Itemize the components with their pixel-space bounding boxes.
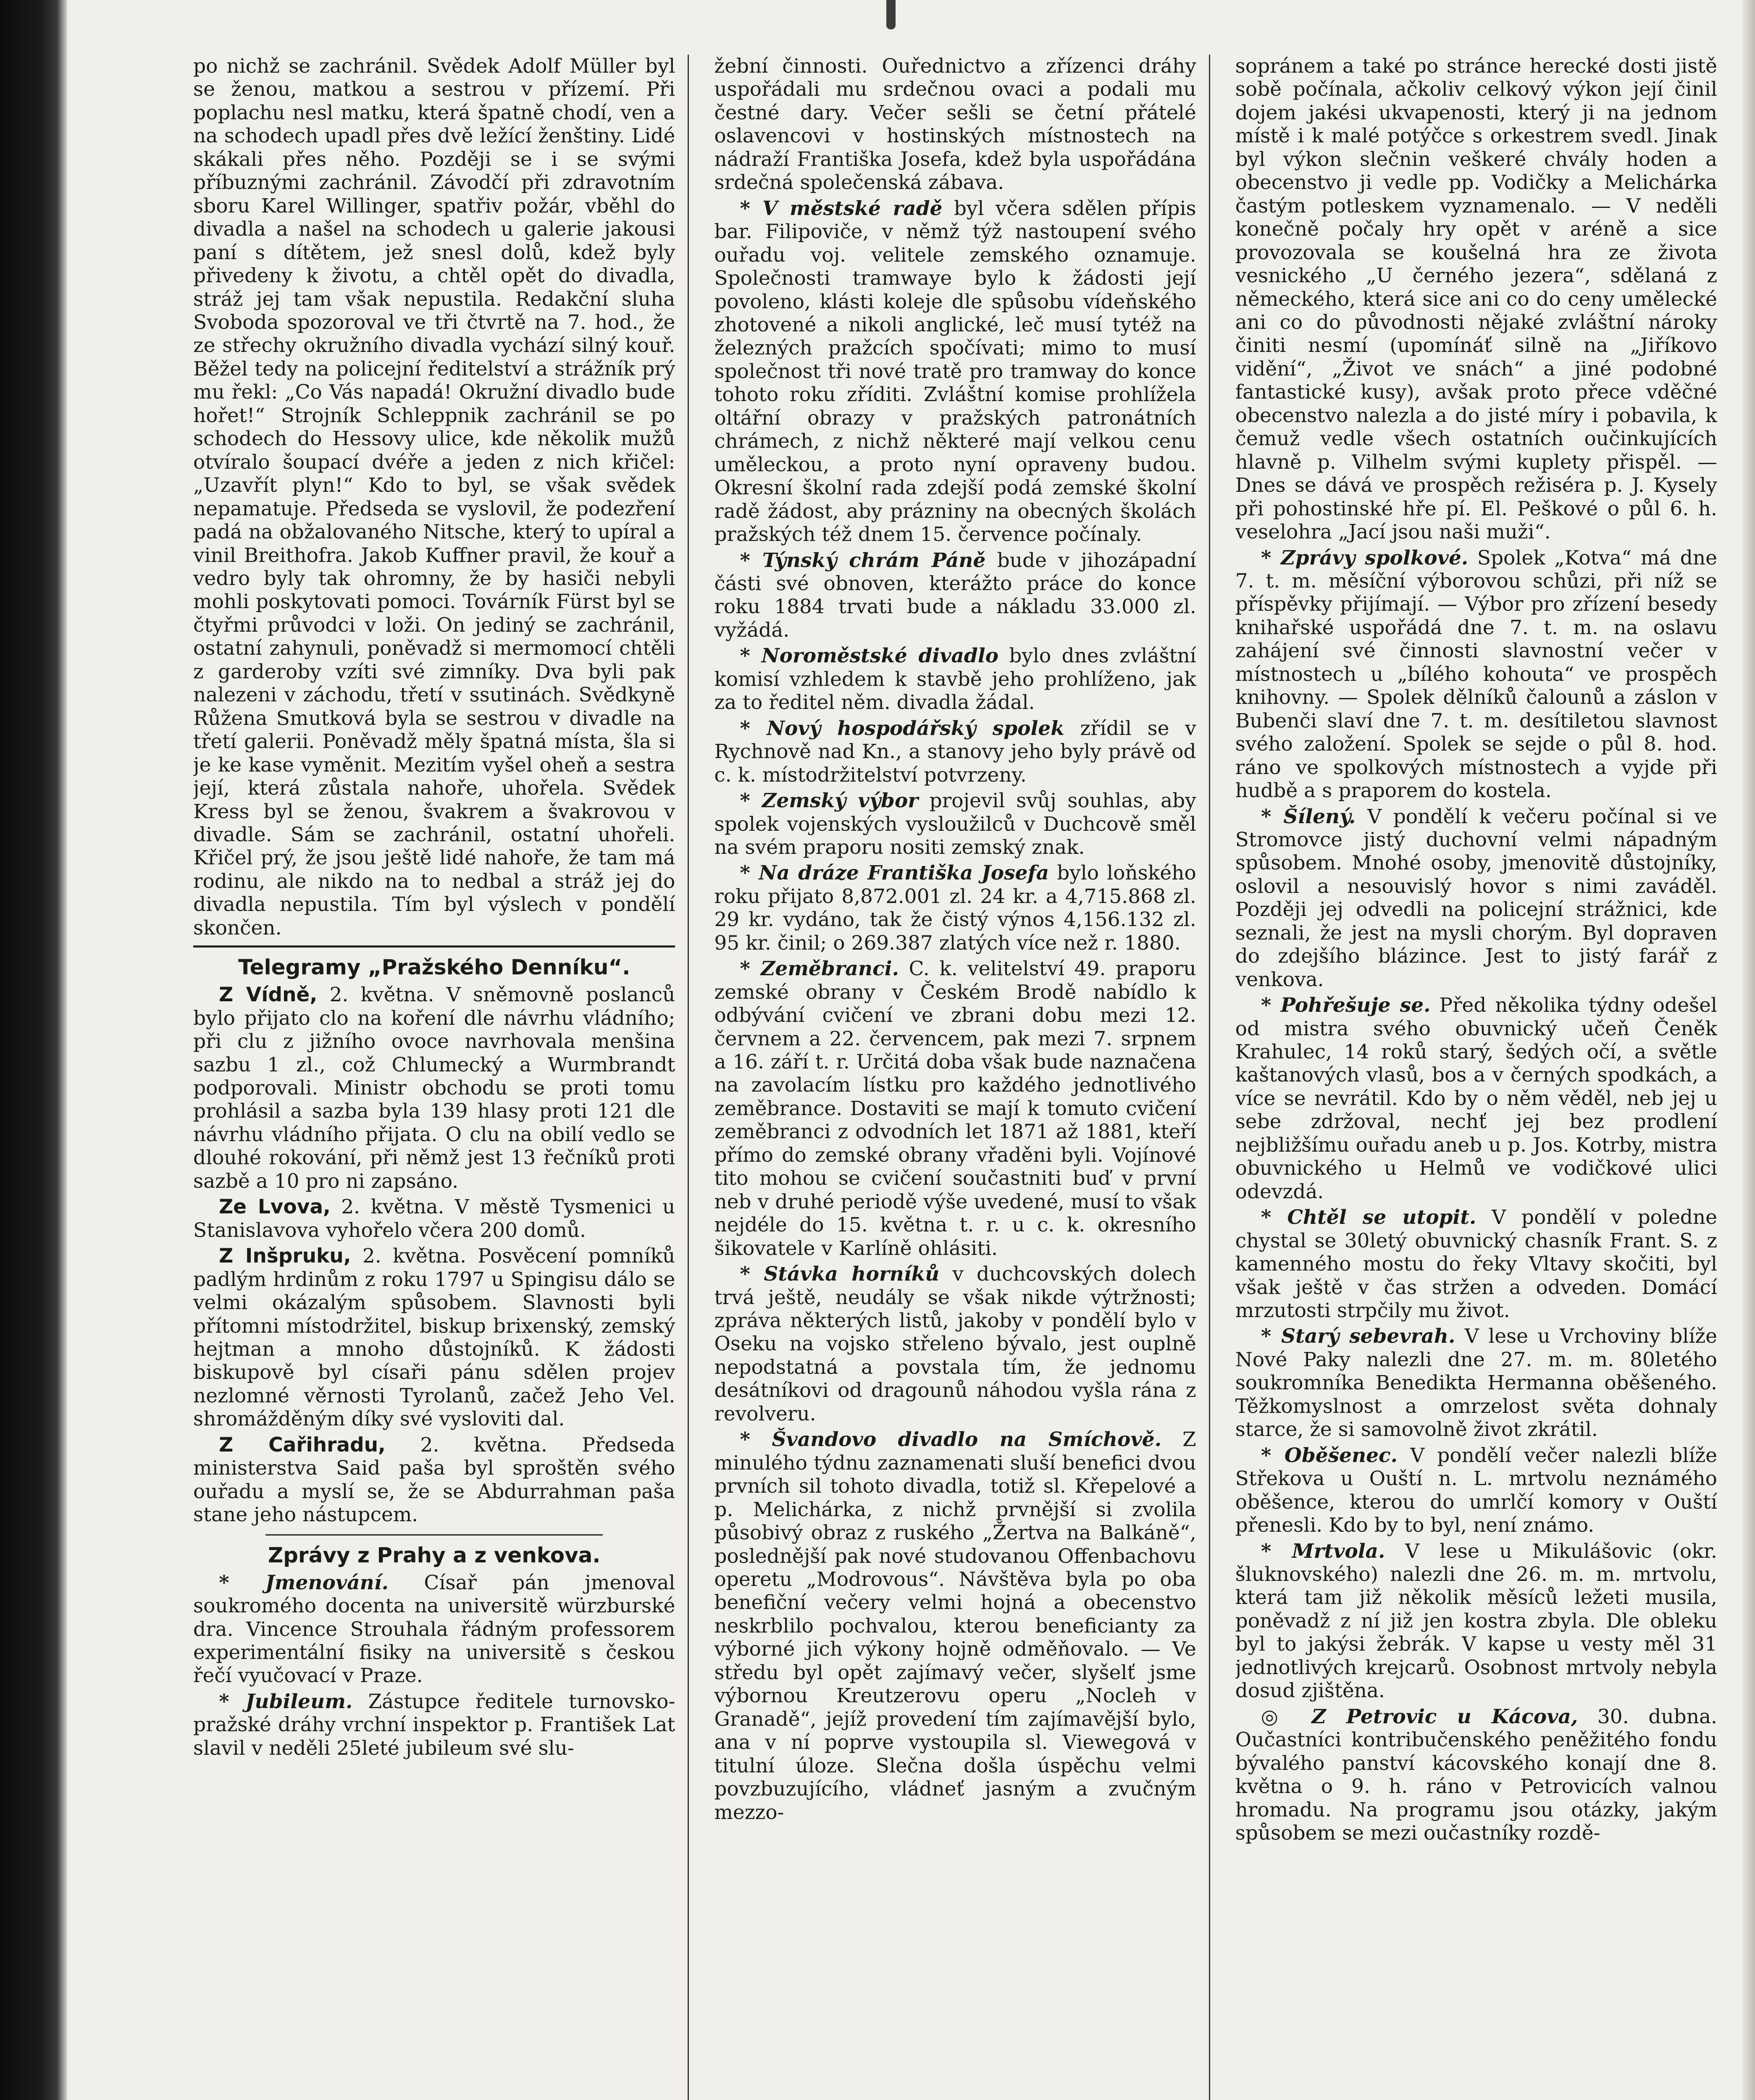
news-item bbox=[1235, 1206, 1717, 1322]
scan-dark-margin bbox=[0, 0, 67, 2100]
news-section-title: Zprávy z Prahy a z venkova. bbox=[268, 1543, 601, 1567]
news-item-text: Spolek „Kotva“ má dne 7. t. m. měsíční výborovou schůzi, při níž se příspěvky přijímají. — Výbor pro zřízení besedy knihařské uspořádá dne 7. t. m. na oslavu zahájení své činnosti slavnostní večer v místnostech u „bílého kohouta“ ve prospěch knihovny. — Spolek dělníků čalounů a záslon v Bubenči slaví dne 7. t. m. desítiletou slavnost svého založení. Spolek se sejde o půl 8. hod. ráno ve spolkových místnostech a vyjde při hudbě a s praporem do kostela. bbox=[1235, 546, 1717, 803]
news-item-text: bylo loňského roku přijato 8,872.001 zl. 24 kr. a 4,715.868 zl. 29 kr. vydáno, tak že čistý výnos 4,156.132 zl. 95 kr. činil; o 269.387 zlatých více než r. 1880. bbox=[714, 861, 1196, 955]
news-item-heading: * Oběšenec. bbox=[1261, 1444, 1398, 1467]
news-item bbox=[714, 957, 1196, 1260]
news-item bbox=[714, 197, 1196, 546]
telegram-item bbox=[193, 1433, 675, 1527]
telegram-section-title: Telegramy „Pražského Denníku“. bbox=[238, 955, 631, 980]
news-item-text: V lese u Vrchoviny blíže Nové Paky nalezli dne 27. m. m. 80letého soukromníka Benedikta Hermanna oběšeného. Těžkomyslnost a omrzelost světa dohnaly starce, že si samovolně život zkrátil. bbox=[1235, 1325, 1717, 1441]
news-item-heading: * Na dráze Františka Josefa bbox=[740, 861, 1049, 885]
news-item-heading: * Chtěl se utopit. bbox=[1261, 1206, 1477, 1229]
news-item bbox=[193, 1690, 675, 1760]
news-item bbox=[1235, 1705, 1717, 1845]
news-item bbox=[714, 861, 1196, 955]
column-1 bbox=[193, 55, 689, 2100]
news-item-text: V lese u Mikulášovic (okr. šluknovského) nalezli dne 26. m. m. mrtvolu, která tam již několik měsíců ležeti musila, poněvadž z ní již jen kostra zbyla. Dle obleku byl to jakýsi žebrák. V kapse u vesty měl 31 jednotlivých krejcarů. Osobnost mrtvoly nebyla dosud zjištěna. bbox=[1235, 1539, 1717, 1703]
news-item-heading: * Nový hospodářský spolek bbox=[740, 717, 1064, 740]
telegram-item bbox=[193, 983, 675, 1193]
news-item-text: Z minulého týdnu zaznamenati sluší benefici dvou prvních sil tohoto divadla, totiž sl. Křepelové a p. Melichárka, z nichž prvnější si zvolila působivý obraz z ruského „Žertva na Balkáně“, poslednější pak nové studovanou Offenbachovu operetu „Modrovous“. Návštěva byla po oba benefiční večery velmi hojná a obecenstvo neskrblilo pochvalou, kterou beneficianty za výborné jich výkony hojně odměňovalo. — Ve středu byl opět zajímavý večer, slyšelť jsme výbornou Kreutzerovu operu „Nocleh v Granadě“, jejíž provedení tím zajímavější bylo, ana v ní poprve vystoupila sl. Viewegová v titulní úloze. Slečna došla úspěchu velmi povzbuzujícího, vládneť jasným a zvučným mezzo- bbox=[714, 1428, 1196, 1824]
telegram-text: 2. května. V městě Tysmenici u Stanislavova vyhořelo včera 200 domů. bbox=[193, 1195, 675, 1242]
news-item-heading: ◎ Z Petrovic u Kácova, bbox=[1261, 1705, 1578, 1728]
news-item-heading: * Zprávy spolkové. bbox=[1261, 546, 1469, 570]
news-item-heading: * Noroměstské divadlo bbox=[740, 644, 999, 668]
news-item-text: byl včera sdělen přípis bar. Filipoviče, v němž týž nastoupení svého ouřadu voj. velitele zemského oznamuje. Společnosti tramwaye bylo k žádosti její povoleno, klásti koleje dle spůsobu vídeňského zhotovené a nikoli anglické, leč musí tytéž na železných pražcích spočívati; mimo to musí společnost tři nové tratě pro tramway do konce tohoto roku zříditi. Zvláštní komise prohlížela oltářní obrazy v pražských patronátních chrámech, z nichž některé mají velkou cenu uměleckou, a proto nyní opraveny budou. Okresní školní rada zdejší podá zemské školní radě žádost, aby prázniny na obecných školách pražských též dnem 15. července počínaly. bbox=[714, 197, 1196, 546]
news-item-heading: * Starý sebevrah. bbox=[1261, 1325, 1455, 1348]
news-item-heading: * Jmenování. bbox=[219, 1571, 389, 1594]
news-item bbox=[714, 644, 1196, 714]
news-item-text: V pondělí večer nalezli blíže Střekova u Ouští n. L. mrtvolu neznámého oběšence, kterou do umrlčí komory v Ouští přenesli. Kdo by to byl, není známo. bbox=[1235, 1444, 1717, 1537]
news-item-heading: * V městské radě bbox=[740, 197, 943, 220]
news-item-text: zřídil se v Rychnově nad Kn., a stanovy jeho byly právě od c. k. místodržitelství potvrzeny. bbox=[714, 717, 1196, 787]
news-item-heading: * Mrtvola. bbox=[1261, 1539, 1385, 1563]
text-columns bbox=[193, 55, 1717, 2100]
news-item-heading: * Zeměbranci. bbox=[740, 957, 899, 981]
telegram-text: 2. května. V sněmovně poslanců bylo přijato clo na koření dle návrhu vládního; při clu z jižního ovoce navrhovala menšina sazbu 1 zl., což Chlumecký a Wurmbrandt podporovali. Ministr obchodu se proti tomu prohlásil a sazba byla 139 hlasy proti 121 dle návrhu vládního přijata. O clu na obilí vedlo se dlouhé rokování, při němž jest 13 řečníků proti sazbě a 10 pro ni zapsáno. bbox=[193, 983, 675, 1193]
page-tear-mark bbox=[886, 0, 896, 29]
news-item-heading: * Šílený. bbox=[1261, 805, 1356, 828]
news-item bbox=[1235, 994, 1717, 1203]
news-item-text: Před několika týdny odešel od mistra svého obuvnický učeň Čeněk Krahulec, 14 roků starý, šedých očí, a světle kaštanových vlasů, bos a v černých spodkách, a více se nevrátil. Kdo by o něm věděl, neb jej u sebe zdržoval, nechť jej bez prodlení nejbližšímu ouřadu aneb u p. Jos. Kotrby, mistra obuvnického u Helmů ve vodičkové ulici odevzdá. bbox=[1235, 994, 1717, 1203]
column-2 bbox=[714, 55, 1210, 2100]
telegram-place: Ze Lvova, bbox=[219, 1195, 331, 1219]
section-divider bbox=[193, 945, 675, 948]
telegram-place: Z Inšpruku, bbox=[219, 1244, 351, 1268]
telegram-text: 2. května. Posvěcení pomníků padlým hrdinům z roku 1797 u Spingisu dálo se velmi okázalým spůsobem. Slavnosti byli přítomni místodržitel, biskup brixenský, zemský hejtman a mnoho důstojníků. K žádosti biskupově byl císaři pánu sdělen projev nezlomné věrnosti Tyrolanů, začež Jeho Vel. shromážděným díky své vysloviti dal. bbox=[193, 1244, 675, 1431]
scan-right-margin bbox=[1742, 0, 1755, 2100]
news-item-heading: * Stávka horníků bbox=[740, 1263, 940, 1286]
telegram-text: 2. května. Předseda ministerstva Said paša byl sproštěn svého ouřadu a myslí se, že se Abdurrahman paša stane jeho nástupcem. bbox=[193, 1433, 675, 1527]
news-item bbox=[1235, 1325, 1717, 1441]
column-3 bbox=[1235, 55, 1717, 2100]
news-item-text: C. k. velitelství 49. praporu zemské obrany v Českém Brodě nabídlo k odbývání cvičení ve zbrani dobu mezi 12. červnem a 22. červencem, pak mezi 7. srpnem a 16. září t. r. Určitá doba však bude naznačena na zavolacím lístku pro každého jednotlivého zeměbrance. Dostaviti se mají k tomuto cvičení zeměbranci z odvodních let 1871 až 1881, kteří přímo do zemské obrany vřaděni byli. Vojínové tito mohou se cvičení součastniti buď v první neb v druhé periodě výše uvedené, musí to však nejdéle do 15. května t. r. u c. k. okresního šikovatele v Karlíně ohlásiti. bbox=[714, 957, 1196, 1260]
news-item bbox=[714, 717, 1196, 787]
news-item-text: 30. dubna. Oučastníci kontribučenského peněžitého fondu bývalého panství kácovského konají dne 8. května o 9. h. ráno v Petrovicích valnou hromadu. Na programu jsou otázky, jakým spůsobem se mezi oučastníky rozdě- bbox=[1235, 1705, 1717, 1845]
news-item-heading: * Zemský výbor bbox=[740, 789, 918, 813]
news-item-heading: * Týnský chrám Páně bbox=[740, 549, 986, 572]
continued-paragraph: sopránem a také po stránce herecké dosti jistě sobě počínala, ačkoliv celkový výkon její činil dojem jakési ukvapenosti, který ji na jednom místě i k malé potýčce s orkestrem svedl. Jinak byl výkon slečnin veškeré chvály hoden a obecenstvo ji vedle pp. Vodičky a Melichárka častým potleskem vyznamenalo. — V neděli konečně počaly hry opět v aréně a sice provozovala se koušelná hra ze života vesnického „U černého jezera“, sdělaná z německého, která sice ani co do ceny umělecké ani co do původnosti nějaké zvláštní nároky činiti nesmí (upomínáť silně na „Jiříkovo vidění“, „Život ve snách“ a jiné podobné fantastické kusy), avšak proto přece vděčné obecenstvo nalezla a do jisté míry i pobavila, k čemuž vedle všech ostatních oučinkujících hlavně p. Vilhelm svými kuplety přispěl. — Dnes se dává ve prospěch režiséra p. J. Kysely při pohostinské hře pí. El. Peškové o půl 6. h. veselohra „Jací jsou naši muži“. bbox=[1235, 55, 1717, 544]
news-item-text: V pondělí v poledne chystal se 30letý obuvnický chasník Frant. S. z kamenného mostu do řeky Vltavy skočiti, byl však ještě v čas stržen a odveden. Domácí mrzutosti strpčily mu život. bbox=[1235, 1206, 1717, 1323]
news-item-text: Zástupce ředitele turnovsko-pražské dráhy vrchní inspektor p. František Lat slavil v neděli 25leté jubileum své slu- bbox=[193, 1690, 675, 1760]
news-item bbox=[714, 1428, 1196, 1824]
news-item-heading: * Jubileum. bbox=[219, 1690, 353, 1713]
news-item bbox=[1235, 546, 1717, 803]
news-item-text: bude v jihozápadní části své obnoven, kterážto práce do konce roku 1884 trvati bude a nákladu 33.000 zl. vyžádá. bbox=[714, 549, 1196, 642]
news-item bbox=[1235, 1444, 1717, 1537]
news-item-heading: * Pohřešuje se. bbox=[1261, 994, 1431, 1017]
news-item-text: v duchcovských dolech trvá ještě, neudály se však nikde výtržnosti; zpráva některých listů, jakoby v pondělí bylo v Oseku na vojsko střeleno bývalo, jest ouplně nepodstatná a povstala tím, že jednomu desátníkovi od dragounů náhodou vyšla rána z revolveru. bbox=[714, 1263, 1196, 1425]
telegram-place: Z Cařihradu, bbox=[219, 1433, 386, 1457]
news-item bbox=[714, 789, 1196, 859]
continued-paragraph: žební činnosti. Ouřednictvo a zřízenci dráhy uspořádali mu srdečnou ovaci a podali mu čestné dary. Večer sešli se četní přátelé oslavencovi v hostinských místnostech na nádraží Františka Josefa, kdež byla uspořádána srdečná společenská zábava. bbox=[714, 55, 1196, 194]
news-item-text: bylo dnes zvláštní komisí vzhledem k stavbě jeho prohlíženo, jak za to ředitel něm. divadla žádal. bbox=[714, 644, 1196, 714]
news-item bbox=[714, 1263, 1196, 1425]
news-item-text: projevil svůj souhlas, aby spolek vojenských vysloužilců v Duchcově směl na svém praporu nositi zemský znak. bbox=[714, 789, 1196, 859]
news-item-text: V pondělí k večeru počínal si ve Stromovce jistý duchovní velmi nápadným spůsobem. Mnohé osoby, jmenovitě důstojníky, oslovil a nesouvislý hovor s nimi zaváděl. Později jej odvedli na policejní strážnici, kde seznali, že jest na mysli chorým. Byl dopraven do zdejšího blázince. Jest to jistý farář z venkova. bbox=[1235, 805, 1717, 991]
news-item bbox=[714, 549, 1196, 642]
news-item bbox=[193, 1571, 675, 1688]
news-item bbox=[1235, 1540, 1717, 1703]
telegram-place: Z Vídně, bbox=[219, 983, 318, 1007]
news-item bbox=[1235, 805, 1717, 992]
news-item-heading: * Švandovo divadlo na Smíchově. bbox=[740, 1428, 1161, 1452]
section-divider bbox=[265, 1534, 603, 1536]
telegram-item bbox=[193, 1195, 675, 1242]
trial-report-paragraph: po nichž se zachránil. Svědek Adolf Müller byl se ženou, matkou a sestrou v přízemí. Při poplachu nesl matku, která špatně chodí, ven a na schodech upadl přes dvě ležící ženštiny. Lidé skákali přes něho. Později se i se svými příbuznými zachránil. Závodčí při zdravotním sboru Karel Willinger, spatřiv požár, vběhl do divadla a našel na schodech u galerie jakousi paní s dítětem, jež snesl dolů, kdež byly přivedeny k životu, a chtěl opět do divadla, stráž jej tam však nepustila. Redakční sluha Svoboda spozoroval ve tři čtvrtě na 7. hod., že ze střechy okružního divadla vychází silný kouř. Běžel tedy na policejní ředitelství a strážník prý mu řekl: „Co Vás napadá! Okružní divadlo bude hořet!“ Strojník Schleppnik zachránil se po schodech do Hessovy ulice, kde několik mužů otvíralo šoupací dvéře a jeden z nich křičel: „Uzavřít plyn!“ Kdo to byl, se však svědek nepamatuje. Předseda se vyslovil, že podezření padá na obžalovaného Nitsche, který to upíral a vinil Breithofra. Jakob Kuffner pravil, že kouř a vedro byly tak ohromny, že by hasiči nebyli mohli poskytovati pomoci. Továrník Fürst byl se čtyřmi průvodci v loži. On jediný se zachránil, ostatní zahynuli, poněvadž si mermomocí chtěli z garderoby vzíti své zimníky. Dva byli pak nalezeni v záchodu, třetí v ssutinách. Svědkyně Růžena Smutková byla se sestrou v divadle na třetí galerii. Poněvadž měly špatná místa, šla si je ke kase vyměnit. Mezitím vyšel oheň a sestra její, která zůstala nahoře, uhořela. Svědek Kress byl se ženou, švakrem a švakrovou v divadle. Sám se zachránil, ostatní uhořeli. Křičel prý, že jsou ještě lidé nahoře, že tam má rodinu, ale nikdo na to nedbal a stráž jej do divadla nepustila. Tím byl výslech v pondělí skončen. bbox=[193, 55, 675, 940]
news-item-text: Císař pán jmenoval soukromého docenta na universitě würzburské dra. Vincence Strouhala řádným professorem experimentální fisiky na universitě s českou řečí vyučovací v Praze. bbox=[193, 1571, 675, 1688]
telegram-item bbox=[193, 1244, 675, 1431]
